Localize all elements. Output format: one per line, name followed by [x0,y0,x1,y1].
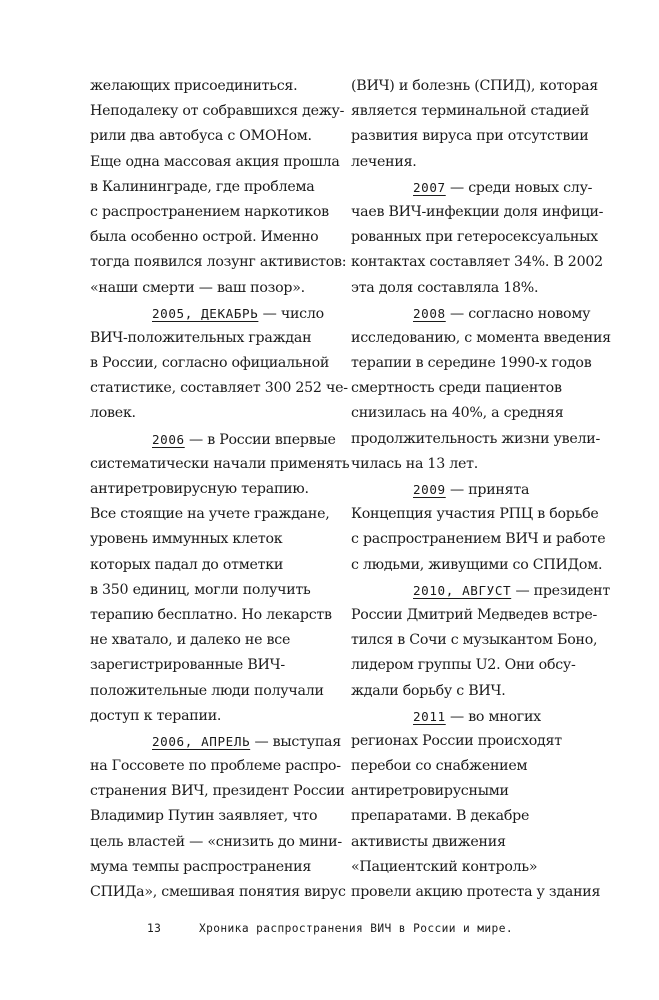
timeline-date: 2008 [413,305,446,321]
line-text: эта доля составляла 18%. [351,279,539,296]
line-text: уровень иммунных клеток [90,531,283,548]
line-text: терапии в середине 1990-х годов [351,355,592,372]
line-text: — в России впервые [184,431,336,448]
text-line [351,628,601,653]
line-text: цель властей — «снизить до мини- [90,833,342,850]
line-text: антиретровирусными [351,783,509,800]
line-text: ждали борьбу с ВИЧ. [351,682,506,699]
text-line [351,754,601,779]
text-line [90,502,340,527]
page-footer [0,922,659,942]
timeline-entry-line [351,704,601,729]
timeline-entry-line [90,427,340,452]
text-line [351,376,601,401]
text-line [351,99,601,124]
text-line [351,124,601,149]
line-text: — выступая [250,733,341,750]
line-text: зарегистрированные ВИЧ- [90,657,285,674]
text-line [90,74,340,99]
line-text: тился в Сочи с музыкантом Боно, [351,632,598,649]
timeline-date: 2010, АВГУСТ [413,582,512,598]
text-line [90,679,340,704]
timeline-entry-line [351,477,601,502]
line-text: с распространением ВИЧ и работе [351,531,606,548]
text-line [351,276,601,301]
text-line [351,74,601,99]
line-text: — принята [445,482,530,498]
text-line [90,124,340,149]
line-text: продолжительность жизни увели- [351,430,601,447]
timeline-date: 2006 [152,431,185,447]
left-text-column [90,74,350,905]
timeline-entry-line [90,301,340,326]
line-text: чилась на 13 лет. [351,455,478,472]
text-line [90,376,348,401]
text-line [90,527,340,552]
line-text: была особенно острой. Именно [90,229,319,246]
line-text: — среди новых слу- [445,179,593,196]
text-line [351,150,601,175]
line-text: снизилась на 40%, а средняя [351,405,564,422]
line-text: желающих присоединиться. [90,78,298,94]
line-text: лидером группы U2. Они обсу- [351,657,576,674]
right-text-column [351,74,611,905]
text-line [351,401,601,426]
text-line [90,830,340,855]
text-line [351,804,601,829]
text-line [90,603,340,628]
line-text: в Калининграде, где проблема [90,178,315,195]
line-text: терапию бесплатно. Но лекарств [90,606,332,623]
timeline-date: 2006, АПРЕЛЬ [152,733,251,749]
line-text: рованных при гетеросексуальных [351,229,598,246]
text-line [351,427,601,452]
text-line [351,326,611,351]
line-text: положительные люди получали [90,682,324,699]
text-line [90,553,340,578]
line-text: — согласно новому [445,305,591,322]
line-text: систематически начали применять [90,455,350,472]
line-text: на Госсовете по проблеме распро- [90,758,341,775]
line-text: «Пациентский контроль» [351,858,538,875]
page-number: 13 [147,922,162,935]
text-line [351,880,601,905]
line-text: «наши смерти — ваш позор». [90,279,305,296]
timeline-date: 2007 [413,179,446,195]
text-line [351,527,606,552]
text-line [90,754,340,779]
text-line [351,679,601,704]
text-line [351,250,601,275]
line-text: лечения. [351,153,417,170]
text-line [351,553,601,578]
line-text: перебои со снабжением [351,758,528,775]
line-text: с распространением наркотиков [90,203,329,220]
text-line [90,880,346,905]
text-line [90,250,347,275]
line-text: которых падал до отметки [90,556,284,573]
line-text: (ВИЧ) и болезнь (СПИД), которая [351,78,598,94]
line-text: исследованию, с момента введения [351,329,611,346]
line-text: — число [258,305,324,322]
text-line [90,653,340,678]
timeline-date: 2009 [413,482,446,497]
line-text: препаратами. В декабре [351,808,530,825]
line-text: в России, согласно официальной [90,355,330,372]
text-line [351,653,601,678]
line-text: странения ВИЧ, президент России [90,783,345,800]
text-line [351,729,601,754]
line-text: смертность среди пациентов [351,380,562,397]
line-text: провели акцию протеста у здания [351,884,601,900]
line-text: СПИДа», смешивая понятия вирус [90,884,346,900]
line-text: в 350 единиц, могли получить [90,581,311,598]
text-line [90,326,340,351]
timeline-entry-line [351,175,601,200]
line-text: является терминальной стадией [351,103,590,120]
text-line [351,830,601,855]
text-line [90,704,340,729]
line-text: чаев ВИЧ-инфекции доля инфици- [351,203,604,220]
line-text: Владимир Путин заявляет, что [90,808,318,825]
line-text: Все стоящие на учете граждане, [90,506,330,523]
line-text: ВИЧ-положительных граждан [90,329,312,346]
line-text: антиретровирусную терапию. [90,481,309,497]
running-title: Хроника распространения ВИЧ в России и мире. [199,922,513,935]
text-line [90,150,340,175]
line-text: рили два автобуса с ОМОНом. [90,128,312,145]
text-line [90,175,340,200]
line-text: Еще одна массовая акция прошла [90,153,340,170]
line-text: доступ к терапии. [90,707,222,724]
text-line [90,779,345,804]
text-line [90,452,350,477]
text-line [90,578,340,603]
text-line [90,804,340,829]
timeline-date: 2005, ДЕКАБРЬ [152,305,259,321]
text-line [90,225,340,250]
line-text: мума темпы распространения [90,858,312,875]
text-line [90,401,340,426]
timeline-entry-line [351,578,610,603]
line-text: статистике, составляет 300 252 че- [90,380,348,397]
text-line [351,502,601,527]
line-text: — во многих [445,708,541,725]
timeline-entry-line [351,301,601,326]
timeline-entry-line [90,729,340,754]
line-text: регионах России происходят [351,732,562,749]
text-line [351,225,601,250]
text-line [351,855,601,880]
text-line [90,477,340,502]
text-line [90,200,340,225]
text-line [90,628,340,653]
text-line [351,452,601,477]
timeline-date: 2011 [413,708,446,724]
line-text: Концепция участия РПЦ в борьбе [351,506,599,523]
line-text: тогда появился лозунг активистов: [90,254,347,271]
line-text: Неподалеку от собравшихся дежу- [90,103,345,120]
line-text: — президент [511,582,610,599]
text-line [90,276,340,301]
text-line [351,779,601,804]
line-text: ловек. [90,405,136,422]
line-text: с людьми, живущими со СПИДом. [351,556,603,573]
text-line [351,200,604,225]
text-line [351,603,601,628]
text-line [351,351,601,376]
line-text: России Дмитрий Медведев встре- [351,606,598,623]
line-text: контактах составляет 34%. В 2002 [351,254,603,271]
text-line [90,855,340,880]
text-line [90,351,340,376]
text-line [90,99,345,124]
line-text: не хватало, и далеко не все [90,632,291,649]
line-text: активисты движения [351,833,506,850]
line-text: развития вируса при отсутствии [351,128,589,145]
